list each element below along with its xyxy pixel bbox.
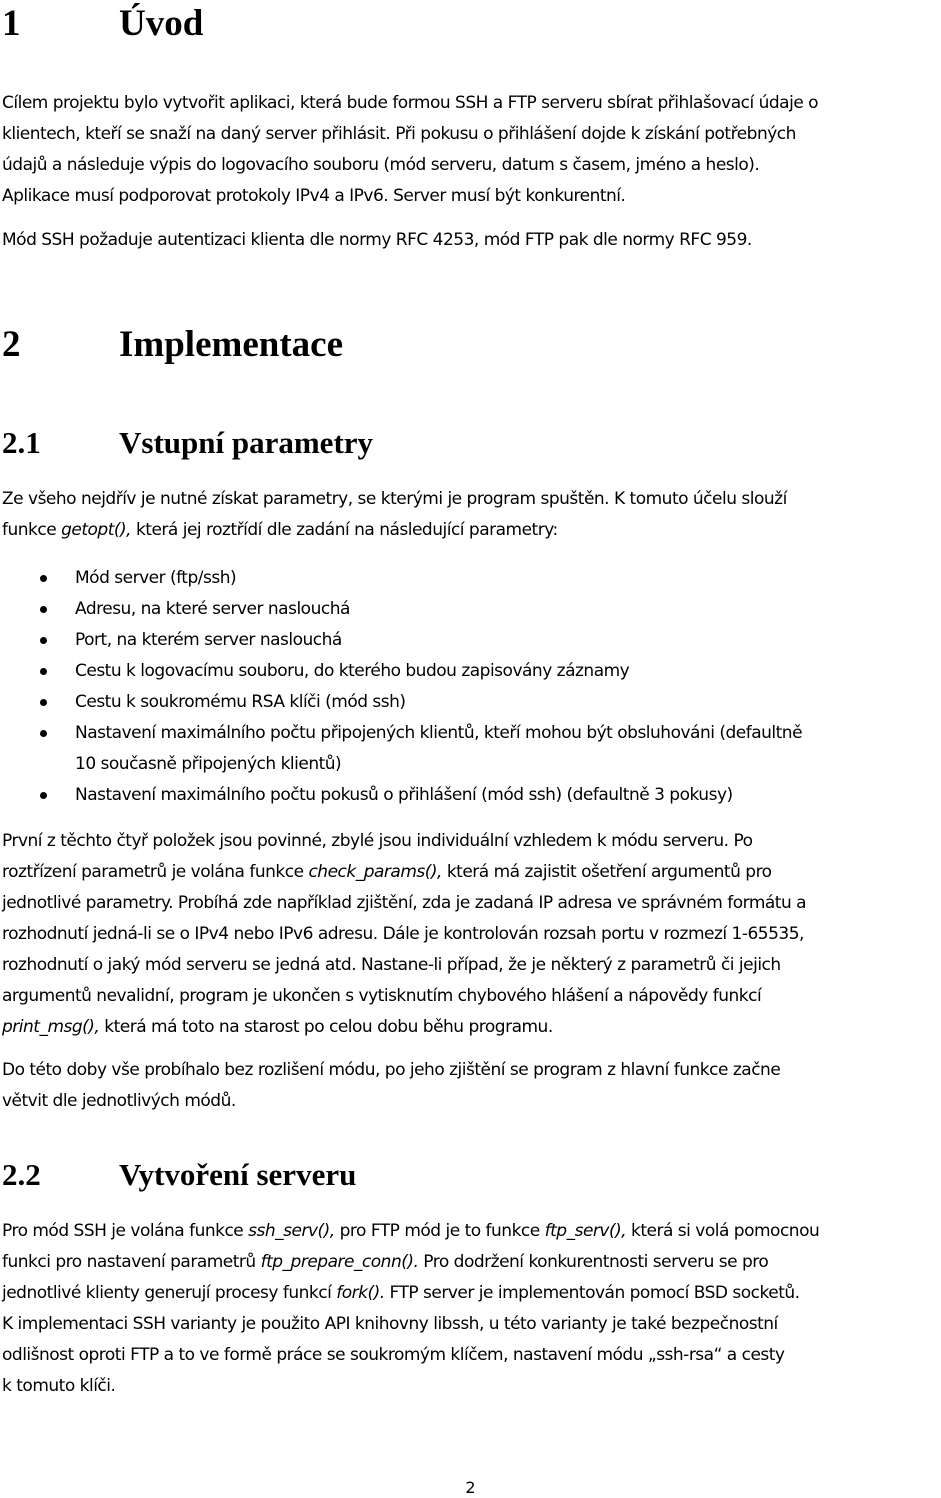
- text-line: k tomuto klíči.: [2, 1376, 116, 1396]
- section-title: Vytvoření serveru: [119, 1157, 357, 1192]
- text-line: rozhodnutí o jaký mód serveru se jedná atd. Nastane-li případ, že je některý z parametrů či jejich: [2, 955, 781, 975]
- text-line: Mód SSH požaduje autentizaci klienta dle normy RFC 4253, mód FTP pak dle normy RFC 959.: [2, 230, 752, 250]
- text-line: jednotlivé parametry. Probíhá zde například zjištění, zda je zadaná IP adresa ve správném formátu a: [2, 893, 807, 913]
- bullet-icon: [40, 637, 47, 644]
- list-item-text: Cestu k logovacímu souboru, do kterého budou zapisovány záznamy: [75, 661, 630, 681]
- function-name: ftp_prepare_conn().: [260, 1252, 419, 1272]
- text-line: [2, 1012, 806, 1043]
- text-line: rozhodnutí jedná-li se o IPv4 nebo IPv6 adresu. Dále je kontrolován rozsah portu v rozmezí 1-65535,: [2, 924, 804, 944]
- bullet-icon: [40, 730, 47, 737]
- list-item: [2, 625, 802, 656]
- function-name: ssh_serv(),: [248, 1221, 335, 1241]
- params-paragraph-1: [2, 484, 787, 546]
- params-paragraph-3: [2, 1055, 780, 1117]
- text-run: FTP server je implementován pomocí BSD socketů.: [384, 1283, 800, 1303]
- list-item-text: Cestu k soukromému RSA klíči (mód ssh): [75, 692, 406, 712]
- section-number: 2: [2, 324, 21, 365]
- text-line: klientech, kteří se snaží na daný server přihlásit. Při pokusu o přihlášení dojde k získání potřebných: [2, 124, 796, 144]
- intro-paragraph-1: [2, 88, 818, 212]
- text-line: Cílem projektu bylo vytvořit aplikaci, která bude formou SSH a FTP serveru sbírat přihlašovací údaje o: [2, 93, 819, 113]
- text-line: větvit dle jednotlivých módů.: [2, 1091, 236, 1111]
- section-title: Vstupní parametry: [119, 425, 374, 460]
- section-number: 1: [2, 3, 21, 44]
- list-item: [2, 718, 802, 780]
- text-run: která má toto na starost po celou dobu běhu programu.: [99, 1017, 553, 1037]
- list-item: [2, 594, 802, 625]
- bullet-icon: [40, 606, 47, 613]
- text-line: První z těchto čtyř položek jsou povinné, zbylé jsou individuální vzhledem k módu serveru. Po: [2, 831, 753, 851]
- server-paragraph: [2, 1216, 819, 1402]
- section-title: Implementace: [119, 324, 343, 365]
- function-name: print_msg(),: [2, 1017, 100, 1037]
- text-line: odlišnost oproti FTP a to ve formě práce se soukromým klíčem, nastavení módu „ssh-rsa“ a cesty: [2, 1345, 785, 1365]
- list-item-text: Adresu, na které server naslouchá: [75, 599, 350, 619]
- text-run: která si volá pomocnou: [626, 1221, 820, 1241]
- list-item-text: Nastavení maximálního počtu připojených klientů, kteří mohou být obsluhováni (defaultně: [75, 723, 803, 743]
- bullet-icon: [40, 699, 47, 706]
- text-line: argumentů nevalidní, program je ukončen s vytisknutím chybového hlášení a nápovědy funkcí: [2, 986, 762, 1006]
- function-name: check_params(),: [308, 862, 442, 882]
- text-line: údajů a následuje výpis do logovacího souboru (mód serveru, datum s časem, jméno a heslo).: [2, 155, 760, 175]
- text-line: [2, 1278, 819, 1309]
- text-line: Aplikace musí podporovat protokoly IPv4 a IPv6. Server musí být konkurentní.: [2, 186, 626, 206]
- text-line: [2, 515, 787, 546]
- list-item-text: Mód server (ftp/ssh): [75, 568, 237, 588]
- text-line: K implementaci SSH varianty je použito API knihovny libssh, u této varianty je také bezpečnostní: [2, 1314, 778, 1334]
- section-number: 2.2: [2, 1157, 41, 1192]
- list-item: [2, 563, 802, 594]
- list-item-text: 10 současně připojených klientů): [75, 754, 342, 774]
- text-line: Ze všeho nejdřív je nutné získat parametry, se kterými je program spuštěn. K tomuto účelu slouží: [2, 489, 787, 509]
- text-run: Pro mód SSH je volána funkce: [2, 1221, 249, 1241]
- text-run: funkce: [2, 520, 62, 540]
- text-line: Do této doby vše probíhalo bez rozlišení módu, po jeho zjištění se program z hlavní funkce začne: [2, 1060, 781, 1080]
- list-item: [2, 687, 802, 718]
- params-paragraph-2: [2, 826, 806, 1043]
- text-line: [2, 1216, 819, 1247]
- function-name: getopt(),: [61, 520, 132, 540]
- list-item-text: Nastavení maximálního počtu pokusů o přihlášení (mód ssh) (defaultně 3 pokusy): [75, 785, 733, 805]
- function-name: ftp_serv(),: [544, 1221, 627, 1241]
- function-name: fork().: [336, 1283, 385, 1303]
- intro-paragraph-2: [2, 225, 752, 256]
- text-run: Pro dodržení konkurentnosti serveru se pro: [418, 1252, 769, 1272]
- parameter-list: [2, 563, 802, 811]
- bullet-icon: [40, 668, 47, 675]
- text-run: která má zajistit ošetření argumentů pro: [441, 862, 772, 882]
- bullet-icon: [40, 792, 47, 799]
- section-title: Úvod: [119, 3, 204, 44]
- section-number: 2.1: [2, 425, 41, 460]
- text-line: [2, 1247, 819, 1278]
- list-item: [2, 656, 802, 687]
- bullet-icon: [40, 575, 47, 582]
- text-run: roztřízení parametrů je volána funkce: [2, 862, 309, 882]
- text-run: funkci pro nastavení parametrů: [2, 1252, 261, 1272]
- text-run: která jej roztřídí dle zadání na následující parametry:: [131, 520, 558, 540]
- list-item: [2, 780, 802, 811]
- text-run: jednotlivé klienty generují procesy funkcí: [2, 1283, 337, 1303]
- text-line: [2, 857, 806, 888]
- list-item-text: Port, na kterém server naslouchá: [75, 630, 342, 650]
- page-number: 2: [465, 1478, 476, 1497]
- text-run: pro FTP mód je to funkce: [334, 1221, 545, 1241]
